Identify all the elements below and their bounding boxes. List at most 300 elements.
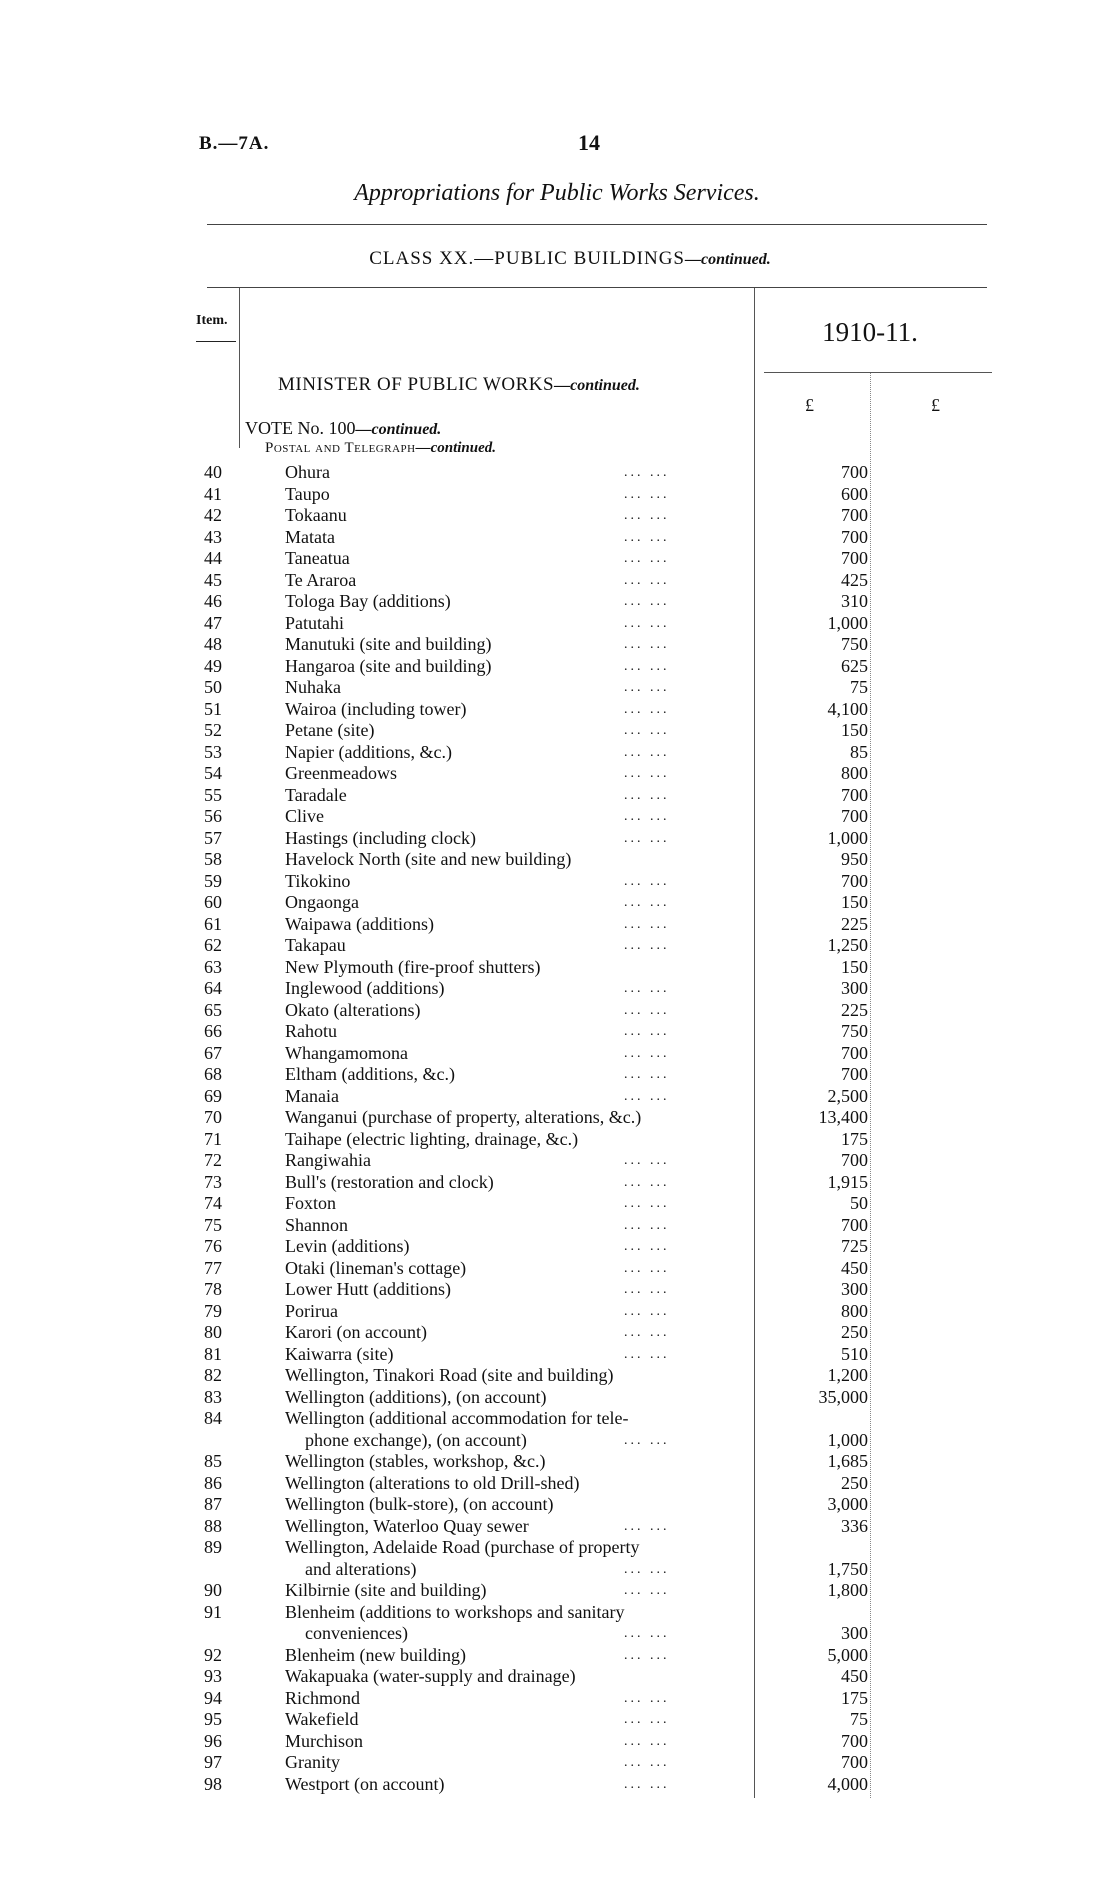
item-amount: 750 bbox=[841, 1021, 868, 1041]
table-row bbox=[0, 892, 1114, 914]
item-description: Murchison bbox=[285, 1730, 363, 1751]
leader-dots: ... ... bbox=[624, 551, 670, 566]
leader-dots: ... ... bbox=[624, 766, 670, 781]
item-amount: 700 bbox=[841, 870, 868, 891]
item-amount: 700 bbox=[841, 1150, 868, 1170]
item-number: 44 bbox=[204, 548, 222, 568]
table-row bbox=[0, 1494, 1114, 1516]
item-number: 52 bbox=[204, 720, 222, 740]
table-row bbox=[0, 1516, 1114, 1538]
item-description: Wellington (alterations to old Drill-shed) bbox=[285, 1472, 580, 1493]
item-amount: 1,000 bbox=[827, 1429, 868, 1450]
table-row bbox=[0, 1709, 1114, 1731]
item-description: Waipawa (additions) bbox=[285, 913, 435, 934]
item-number: 85 bbox=[204, 1451, 222, 1471]
item-number: 86 bbox=[204, 1472, 222, 1493]
item-description: Greenmeadows bbox=[285, 763, 397, 783]
item-number: 55 bbox=[204, 784, 222, 805]
item-description: Eltham (additions, &c.) bbox=[285, 1064, 455, 1084]
item-number: 45 bbox=[204, 569, 222, 590]
item-number: 80 bbox=[204, 1322, 222, 1342]
item-amount: 800 bbox=[841, 763, 868, 783]
table-row bbox=[0, 1537, 1114, 1580]
leader-dots: ... ... bbox=[624, 1583, 670, 1598]
item-number: 93 bbox=[204, 1666, 222, 1686]
year-header-rule bbox=[764, 372, 992, 373]
item-amount: 1,800 bbox=[827, 1580, 868, 1600]
item-number: 46 bbox=[204, 591, 222, 611]
item-description: Ohura bbox=[285, 462, 330, 482]
item-amount: 950 bbox=[841, 849, 868, 869]
item-amount: 300 bbox=[841, 1623, 868, 1643]
table-row bbox=[0, 871, 1114, 893]
item-amount: 175 bbox=[841, 1128, 868, 1149]
item-description: Matata bbox=[285, 526, 335, 547]
item-number: 65 bbox=[204, 999, 222, 1020]
item-number: 88 bbox=[204, 1515, 222, 1536]
item-description: Taradale bbox=[285, 784, 347, 805]
item-number: 57 bbox=[204, 827, 222, 848]
currency-label-1: £ bbox=[805, 395, 814, 415]
leader-dots: ... ... bbox=[624, 830, 670, 846]
item-amount: 300 bbox=[841, 1279, 868, 1299]
item-number: 62 bbox=[204, 935, 222, 955]
table-row bbox=[0, 1645, 1114, 1667]
page-number: 14 bbox=[578, 130, 600, 155]
item-description: Nuhaka bbox=[285, 677, 341, 697]
item-description: and alterations) bbox=[305, 1558, 417, 1579]
item-amount: 1,915 bbox=[827, 1171, 868, 1192]
table-row bbox=[0, 785, 1114, 807]
item-number: 53 bbox=[204, 741, 222, 762]
item-description: Blenheim (new building) bbox=[285, 1644, 466, 1665]
leader-dots: ... ... bbox=[624, 1174, 670, 1190]
table-row bbox=[0, 1301, 1114, 1323]
item-number: 51 bbox=[204, 698, 222, 719]
item-number: 41 bbox=[204, 483, 222, 504]
leader-dots: ... ... bbox=[624, 1239, 670, 1254]
leader-dots: ... ... bbox=[624, 1561, 670, 1577]
leader-dots: ... ... bbox=[624, 1045, 670, 1061]
currency-label-2: £ bbox=[931, 395, 940, 415]
item-description: Clive bbox=[285, 806, 324, 826]
leader-dots: ... ... bbox=[624, 594, 670, 609]
item-description: Okato (alterations) bbox=[285, 999, 421, 1020]
leader-dots: ... ... bbox=[624, 1002, 670, 1018]
class-heading-text: CLASS XX.—PUBLIC BUILDINGS bbox=[369, 248, 685, 269]
table-row bbox=[0, 1129, 1114, 1151]
item-amount: 700 bbox=[841, 548, 868, 568]
item-amount: 1,250 bbox=[827, 935, 868, 955]
vote-label: VOTE No. 100 bbox=[245, 418, 356, 438]
leader-dots: ... ... bbox=[624, 916, 670, 932]
item-number: 78 bbox=[204, 1279, 222, 1299]
item-number: 66 bbox=[204, 1021, 222, 1041]
table-row bbox=[0, 1064, 1114, 1086]
ministry-heading bbox=[278, 374, 640, 396]
ministry-name: MINISTER OF PUBLIC WORKS bbox=[278, 374, 555, 395]
table-row bbox=[0, 484, 1114, 506]
table-row bbox=[0, 570, 1114, 592]
item-description: Te Araroa bbox=[285, 569, 357, 590]
table-row bbox=[0, 1193, 1114, 1215]
leader-dots: ... ... bbox=[624, 809, 670, 824]
item-amount: 600 bbox=[841, 483, 868, 504]
table-top-rule bbox=[207, 287, 987, 288]
item-amount: 5,000 bbox=[827, 1644, 868, 1665]
item-description: Patutahi bbox=[285, 612, 344, 633]
item-number: 95 bbox=[204, 1709, 222, 1729]
table-row bbox=[0, 978, 1114, 1000]
table-row bbox=[0, 914, 1114, 936]
leader-dots: ... ... bbox=[624, 1776, 670, 1792]
item-amount: 35,000 bbox=[818, 1386, 868, 1407]
table-row bbox=[0, 677, 1114, 699]
item-number: 90 bbox=[204, 1580, 222, 1600]
table-row bbox=[0, 1731, 1114, 1753]
item-amount: 2,500 bbox=[827, 1085, 868, 1106]
item-description: Otaki (lineman's cottage) bbox=[285, 1257, 467, 1278]
leader-dots: ... ... bbox=[624, 572, 670, 588]
item-description: Hastings (including clock) bbox=[285, 827, 476, 848]
table-row bbox=[0, 1043, 1114, 1065]
table-row bbox=[0, 1258, 1114, 1280]
table-row bbox=[0, 1387, 1114, 1409]
leader-dots: ... ... bbox=[624, 787, 670, 803]
table-row bbox=[0, 1602, 1114, 1645]
appropriation-table bbox=[0, 462, 1114, 1795]
item-description: Taihape (electric lighting, drainage, &c.) bbox=[285, 1128, 579, 1149]
leader-dots: ... ... bbox=[624, 873, 670, 889]
item-header-rule bbox=[196, 341, 236, 342]
item-amount: 510 bbox=[841, 1343, 868, 1364]
item-number: 54 bbox=[204, 763, 222, 783]
section-label: Postal and Telegraph bbox=[265, 440, 416, 456]
item-number: 98 bbox=[204, 1773, 222, 1794]
item-amount: 750 bbox=[841, 634, 868, 654]
item-number: 74 bbox=[204, 1193, 222, 1213]
item-number: 72 bbox=[204, 1150, 222, 1170]
section-heading bbox=[265, 440, 496, 457]
item-description: Foxton bbox=[285, 1193, 337, 1213]
item-number: 49 bbox=[204, 655, 222, 676]
document-reference: B.—7A. bbox=[199, 133, 270, 154]
item-number: 69 bbox=[204, 1085, 222, 1106]
table-row bbox=[0, 1086, 1114, 1108]
leader-dots: ... ... bbox=[624, 895, 670, 910]
item-description: Hangaroa (site and building) bbox=[285, 655, 492, 676]
item-description: Blenheim (additions to workshops and sanitary bbox=[285, 1601, 625, 1622]
item-amount: 150 bbox=[841, 720, 868, 740]
leader-dots: ... ... bbox=[624, 1647, 670, 1663]
table-row bbox=[0, 1666, 1114, 1688]
leader-dots: ... ... bbox=[624, 1712, 670, 1727]
item-amount: 1,000 bbox=[827, 827, 868, 848]
item-amount: 450 bbox=[841, 1666, 868, 1686]
item-description: Porirua bbox=[285, 1300, 338, 1321]
item-number: 59 bbox=[204, 870, 222, 891]
leader-dots: ... ... bbox=[624, 1067, 670, 1082]
item-number: 40 bbox=[204, 462, 222, 482]
item-amount: 4,000 bbox=[827, 1773, 868, 1794]
item-description: Havelock North (site and new building) bbox=[285, 849, 572, 869]
table-row bbox=[0, 591, 1114, 613]
table-row bbox=[0, 1236, 1114, 1258]
item-description: Petane (site) bbox=[285, 720, 375, 740]
item-number: 81 bbox=[204, 1343, 222, 1364]
item-amount: 700 bbox=[841, 1214, 868, 1235]
table-row bbox=[0, 656, 1114, 678]
leader-dots: ... ... bbox=[624, 1432, 670, 1448]
item-amount: 150 bbox=[841, 956, 868, 977]
item-description: Lower Hutt (additions) bbox=[285, 1279, 451, 1299]
item-number: 75 bbox=[204, 1214, 222, 1235]
item-description: Kilbirnie (site and building) bbox=[285, 1580, 487, 1600]
table-row bbox=[0, 613, 1114, 635]
item-amount: 700 bbox=[841, 1042, 868, 1063]
item-number: 73 bbox=[204, 1171, 222, 1192]
item-description: Levin (additions) bbox=[285, 1236, 410, 1256]
item-description: Granity bbox=[285, 1752, 340, 1772]
leader-dots: ... ... bbox=[624, 1088, 670, 1104]
table-row bbox=[0, 763, 1114, 785]
vote-heading bbox=[245, 418, 441, 439]
item-number: 56 bbox=[204, 806, 222, 826]
leader-dots: ... ... bbox=[624, 680, 670, 695]
table-row bbox=[0, 957, 1114, 979]
item-description: Takapau bbox=[285, 935, 346, 955]
leader-dots: ... ... bbox=[624, 1346, 670, 1362]
item-description: Ongaonga bbox=[285, 892, 359, 912]
item-number: 89 bbox=[204, 1537, 222, 1557]
item-description: Rahotu bbox=[285, 1021, 337, 1041]
item-amount: 75 bbox=[850, 677, 868, 697]
item-amount: 700 bbox=[841, 1730, 868, 1751]
leader-dots: ... ... bbox=[624, 981, 670, 996]
item-description: Shannon bbox=[285, 1214, 348, 1235]
item-number: 97 bbox=[204, 1752, 222, 1772]
item-amount: 700 bbox=[841, 526, 868, 547]
item-description: conveniences) bbox=[305, 1623, 408, 1643]
leader-dots: ... ... bbox=[624, 1626, 670, 1641]
item-description: Kaiwarra (site) bbox=[285, 1343, 394, 1364]
item-number: 94 bbox=[204, 1687, 222, 1708]
item-amount: 3,000 bbox=[827, 1494, 868, 1514]
item-description: Wellington, Waterloo Quay sewer bbox=[285, 1515, 529, 1536]
item-amount: 225 bbox=[841, 913, 868, 934]
item-description: Westport (on account) bbox=[285, 1773, 445, 1794]
item-description: Manutuki (site and building) bbox=[285, 634, 492, 654]
table-row bbox=[0, 1107, 1114, 1129]
item-number: 92 bbox=[204, 1644, 222, 1665]
item-description: Bull's (restoration and clock) bbox=[285, 1171, 494, 1192]
item-description: Wakefield bbox=[285, 1709, 359, 1729]
table-row bbox=[0, 1322, 1114, 1344]
table-row bbox=[0, 742, 1114, 764]
leader-dots: ... ... bbox=[624, 1518, 670, 1534]
item-description: Tokaanu bbox=[285, 505, 347, 525]
item-number: 71 bbox=[204, 1128, 222, 1149]
item-amount: 725 bbox=[841, 1236, 868, 1256]
item-description: Taupo bbox=[285, 483, 330, 504]
item-number: 96 bbox=[204, 1730, 222, 1751]
item-amount: 225 bbox=[841, 999, 868, 1020]
item-number: 76 bbox=[204, 1236, 222, 1256]
leader-dots: ... ... bbox=[624, 1755, 670, 1770]
class-heading bbox=[0, 248, 1114, 270]
leader-dots: ... ... bbox=[624, 486, 670, 502]
item-amount: 336 bbox=[841, 1515, 868, 1536]
item-number: 61 bbox=[204, 913, 222, 934]
table-row bbox=[0, 548, 1114, 570]
item-amount: 1,750 bbox=[827, 1558, 868, 1579]
leader-dots: ... ... bbox=[624, 1024, 670, 1039]
item-amount: 150 bbox=[841, 892, 868, 912]
leader-dots: ... ... bbox=[624, 1282, 670, 1297]
item-number: 68 bbox=[204, 1064, 222, 1084]
table-row bbox=[0, 1688, 1114, 1710]
leader-dots: ... ... bbox=[624, 1325, 670, 1340]
item-description: Wellington (additions), (on account) bbox=[285, 1386, 547, 1407]
item-number: 77 bbox=[204, 1257, 222, 1278]
item-description: Taneatua bbox=[285, 548, 350, 568]
item-amount: 300 bbox=[841, 978, 868, 998]
year-column-header: 1910-11. bbox=[822, 317, 918, 347]
leader-dots: ... ... bbox=[624, 465, 670, 480]
leader-dots: ... ... bbox=[624, 508, 670, 523]
table-row bbox=[0, 1451, 1114, 1473]
class-heading-continued: —continued. bbox=[684, 251, 771, 268]
item-amount: 310 bbox=[841, 591, 868, 611]
item-description: Inglewood (additions) bbox=[285, 978, 445, 998]
leader-dots: ... ... bbox=[624, 701, 670, 717]
table-row bbox=[0, 699, 1114, 721]
table-row bbox=[0, 1172, 1114, 1194]
item-description: Wellington (stables, workshop, &c.) bbox=[285, 1451, 546, 1471]
table-row bbox=[0, 462, 1114, 484]
leader-dots: ... ... bbox=[624, 1690, 670, 1706]
vote-continued: —continued. bbox=[355, 421, 442, 438]
item-amount: 700 bbox=[841, 505, 868, 525]
item-description: Wakapuaka (water-supply and drainage) bbox=[285, 1666, 576, 1686]
item-number: 82 bbox=[204, 1365, 222, 1385]
table-row bbox=[0, 1000, 1114, 1022]
item-amount: 50 bbox=[850, 1193, 868, 1213]
item-amount: 4,100 bbox=[827, 698, 868, 719]
leader-dots: ... ... bbox=[624, 658, 670, 674]
page-title: Appropriations for Public Works Services. bbox=[354, 180, 760, 206]
item-column-divider bbox=[239, 288, 240, 448]
item-description: Tikokino bbox=[285, 870, 351, 891]
table-row bbox=[0, 806, 1114, 828]
table-row bbox=[0, 720, 1114, 742]
item-amount: 13,400 bbox=[818, 1107, 868, 1127]
item-description: Manaia bbox=[285, 1085, 339, 1106]
table-row bbox=[0, 849, 1114, 871]
table-row bbox=[0, 935, 1114, 957]
item-description: Wellington (additional accommodation for tele- bbox=[285, 1408, 629, 1428]
item-number: 50 bbox=[204, 677, 222, 697]
item-amount: 700 bbox=[841, 1752, 868, 1772]
item-number: 84 bbox=[204, 1408, 222, 1428]
item-number: 79 bbox=[204, 1300, 222, 1321]
table-row bbox=[0, 1344, 1114, 1366]
table-row bbox=[0, 1279, 1114, 1301]
item-description: Wellington (bulk-store), (on account) bbox=[285, 1494, 554, 1514]
leader-dots: ... ... bbox=[624, 744, 670, 760]
table-row bbox=[0, 634, 1114, 656]
item-number: 43 bbox=[204, 526, 222, 547]
item-number: 48 bbox=[204, 634, 222, 654]
item-amount: 1,000 bbox=[827, 612, 868, 633]
item-amount: 700 bbox=[841, 1064, 868, 1084]
item-description: Karori (on account) bbox=[285, 1322, 427, 1342]
item-number: 87 bbox=[204, 1494, 222, 1514]
item-number: 83 bbox=[204, 1386, 222, 1407]
table-row bbox=[0, 1408, 1114, 1451]
item-number: 58 bbox=[204, 849, 222, 869]
item-amount: 625 bbox=[841, 655, 868, 676]
item-amount: 700 bbox=[841, 784, 868, 805]
item-amount: 800 bbox=[841, 1300, 868, 1321]
item-amount: 175 bbox=[841, 1687, 868, 1708]
item-number: 60 bbox=[204, 892, 222, 912]
leader-dots: ... ... bbox=[624, 615, 670, 631]
leader-dots: ... ... bbox=[624, 938, 670, 953]
item-number: 42 bbox=[204, 505, 222, 525]
item-description: Wellington, Adelaide Road (purchase of property bbox=[285, 1537, 640, 1557]
item-amount: 700 bbox=[841, 462, 868, 482]
item-amount: 450 bbox=[841, 1257, 868, 1278]
item-description: Napier (additions, &c.) bbox=[285, 741, 452, 762]
table-row bbox=[0, 527, 1114, 549]
item-description: Wanganui (purchase of property, alterations, &c.) bbox=[285, 1107, 642, 1127]
item-number: 64 bbox=[204, 978, 222, 998]
table-row bbox=[0, 1752, 1114, 1774]
item-description: Richmond bbox=[285, 1687, 360, 1708]
leader-dots: ... ... bbox=[624, 1196, 670, 1211]
item-number: 70 bbox=[204, 1107, 222, 1127]
table-row bbox=[0, 1580, 1114, 1602]
item-amount: 1,685 bbox=[827, 1451, 868, 1471]
table-row bbox=[0, 1215, 1114, 1237]
item-amount: 75 bbox=[850, 1709, 868, 1729]
leader-dots: ... ... bbox=[624, 637, 670, 652]
item-amount: 250 bbox=[841, 1472, 868, 1493]
leader-dots: ... ... bbox=[624, 1260, 670, 1276]
item-description: Rangiwahia bbox=[285, 1150, 371, 1170]
item-amount: 425 bbox=[841, 569, 868, 590]
item-number: 63 bbox=[204, 956, 222, 977]
table-row bbox=[0, 505, 1114, 527]
item-amount: 85 bbox=[850, 741, 868, 762]
item-amount: 700 bbox=[841, 806, 868, 826]
item-column-header: Item. bbox=[196, 313, 228, 328]
table-row bbox=[0, 1150, 1114, 1172]
leader-dots: ... ... bbox=[624, 1153, 670, 1168]
table-row bbox=[0, 1021, 1114, 1043]
item-description: phone exchange), (on account) bbox=[305, 1429, 527, 1450]
item-number: 91 bbox=[204, 1601, 222, 1622]
item-number: 47 bbox=[204, 612, 222, 633]
leader-dots: ... ... bbox=[624, 529, 670, 545]
leader-dots: ... ... bbox=[624, 1733, 670, 1749]
table-row bbox=[0, 828, 1114, 850]
ministry-continued: —continued. bbox=[554, 377, 640, 394]
item-description: Wairoa (including tower) bbox=[285, 698, 467, 719]
item-description: Tologa Bay (additions) bbox=[285, 591, 451, 611]
item-amount: 1,200 bbox=[827, 1365, 868, 1385]
